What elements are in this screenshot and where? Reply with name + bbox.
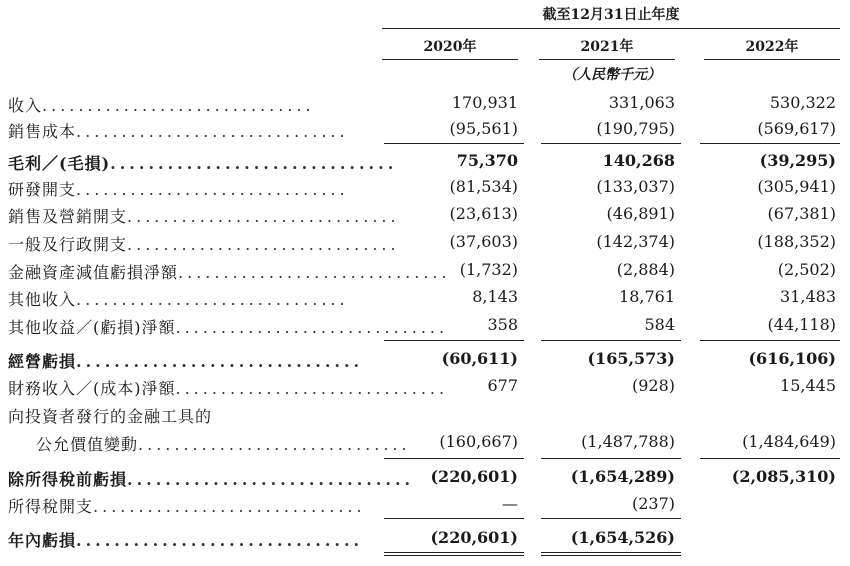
leader-dots: .............................. <box>175 379 449 398</box>
row-label <box>8 119 358 142</box>
total-double-rule <box>384 552 524 556</box>
leader-dots: .............................. <box>178 263 451 282</box>
table-row <box>0 346 850 372</box>
subtotal-rule <box>384 518 524 519</box>
year-header-2022: 2022年 <box>745 39 799 55</box>
value-2020: (23,613) <box>449 204 518 223</box>
leader-dots: .............................. <box>76 290 349 309</box>
value-2021: (928) <box>631 376 675 395</box>
row-label-text: 年內虧損 <box>8 531 77 550</box>
leader-dots: .............................. <box>76 122 349 141</box>
year-header-2021: 2021年 <box>580 39 634 55</box>
value-2020: 170,931 <box>451 93 518 112</box>
value-2020: (160,667) <box>439 432 518 451</box>
value-2022: (616,106) <box>748 349 836 368</box>
row-label <box>8 260 451 283</box>
period-underline <box>382 28 840 29</box>
value-2020: (95,561) <box>449 119 518 138</box>
row-label-text: 研發開支 <box>8 180 77 199</box>
table-row <box>0 429 850 455</box>
leader-dots: .............................. <box>175 318 449 337</box>
value-2021: (190,795) <box>596 119 675 138</box>
value-2021: (1,654,526) <box>570 528 675 547</box>
subtotal-rule <box>700 340 840 341</box>
value-2022: (39,295) <box>759 151 836 170</box>
row-label-text: 銷售及營銷開支 <box>8 207 128 226</box>
table-row <box>0 174 850 200</box>
value-2020: 75,370 <box>456 151 518 170</box>
row-label <box>8 151 398 174</box>
subtotal-rule <box>700 143 840 144</box>
value-2020: (60,611) <box>441 349 518 368</box>
subtotal-rule <box>384 143 524 144</box>
row-label <box>8 349 364 372</box>
row-label-text: 一般及行政開支 <box>8 235 128 254</box>
value-2021: (2,884) <box>616 260 675 279</box>
leader-dots: .............................. <box>76 180 349 199</box>
value-2022: (569,617) <box>757 119 836 138</box>
table-row <box>0 229 850 255</box>
total-double-rule <box>541 552 681 556</box>
value-2022: 31,483 <box>780 287 836 306</box>
row-label <box>8 93 358 116</box>
year-header-2020: 2020年 <box>423 39 477 55</box>
row-label-text: 金融資產減值虧損淨額 <box>8 263 179 282</box>
row-label <box>8 528 364 551</box>
value-2021: 584 <box>644 315 675 334</box>
value-2020: (220,601) <box>430 528 518 547</box>
row-label <box>8 204 400 227</box>
leader-dots: .............................. <box>127 207 400 226</box>
row-label <box>8 177 358 200</box>
table-row <box>0 201 850 227</box>
row-label <box>8 404 358 427</box>
value-2022: 530,322 <box>769 93 836 112</box>
subtotal-rule <box>700 458 840 459</box>
leader-dots: .............................. <box>138 435 411 454</box>
row-label <box>8 494 366 517</box>
row-label-text: 所得稅開支 <box>8 497 94 516</box>
subtotal-rule <box>384 458 524 459</box>
table-row <box>0 284 850 310</box>
subtotal-rule <box>541 340 681 341</box>
value-2022: (305,941) <box>757 177 836 196</box>
leader-dots: .............................. <box>127 470 415 489</box>
row-label-text: 向投資者發行的金融工具的 <box>8 407 213 426</box>
value-2022: (44,118) <box>767 315 836 334</box>
table-row <box>0 401 850 427</box>
value-2021: (1,487,788) <box>581 432 675 451</box>
table-row <box>0 464 850 490</box>
table-row <box>0 525 850 551</box>
subtotal-rule <box>384 340 524 341</box>
leader-dots: .............................. <box>127 235 400 254</box>
subtotal-rule <box>541 458 681 459</box>
row-label <box>8 467 415 490</box>
row-label <box>8 315 449 338</box>
row-label-text: 銷售成本 <box>8 122 77 141</box>
row-label-text: 收入 <box>8 96 43 115</box>
value-2021: 331,063 <box>608 93 675 112</box>
subtotal-rule <box>541 518 681 519</box>
value-2020: — <box>502 494 518 513</box>
row-label <box>8 232 400 255</box>
value-2021: (165,573) <box>587 349 675 368</box>
value-2022: (2,085,310) <box>731 467 836 486</box>
row-label <box>8 376 449 399</box>
leader-dots: .............................. <box>93 497 366 516</box>
row-label-text: 公允價值變動 <box>36 435 139 454</box>
table-row <box>0 90 850 116</box>
currency-unit-label: （人民幣千元） <box>563 67 661 83</box>
value-2020: (1,732) <box>459 260 518 279</box>
value-2020: 8,143 <box>472 287 518 306</box>
table-row <box>0 312 850 338</box>
table-row <box>0 148 850 174</box>
period-heading: 截至12月31日止年度 <box>542 7 680 23</box>
year-underline <box>539 59 675 60</box>
value-2020: (37,603) <box>449 232 518 251</box>
year-underline <box>704 59 840 60</box>
value-2021: (237) <box>631 494 675 513</box>
value-2022: (67,381) <box>767 204 836 223</box>
subtotal-rule <box>541 143 681 144</box>
value-2021: (46,891) <box>606 204 675 223</box>
value-2020: (81,534) <box>449 177 518 196</box>
row-label-text: 除所得稅前虧損 <box>8 470 128 489</box>
value-2022: (2,502) <box>777 260 836 279</box>
value-2021: 18,761 <box>619 287 675 306</box>
value-2021: 140,268 <box>602 151 675 170</box>
value-2022: 15,445 <box>780 376 836 395</box>
leader-dots: .............................. <box>76 352 364 371</box>
row-label <box>8 287 358 310</box>
row-label-text: 其他收益／(虧損)淨額 <box>8 318 176 337</box>
value-2020: 358 <box>487 315 518 334</box>
value-2021: (142,374) <box>596 232 675 251</box>
row-label-text: 其他收入 <box>8 290 77 309</box>
value-2022: (1,484,649) <box>742 432 836 451</box>
table-row <box>0 257 850 283</box>
row-label <box>36 432 411 455</box>
leader-dots: .............................. <box>110 154 398 173</box>
value-2022: (188,352) <box>757 232 836 251</box>
table-row <box>0 491 850 517</box>
leader-dots: .............................. <box>76 531 364 550</box>
value-2020: 677 <box>487 376 518 395</box>
value-2020: (220,601) <box>430 467 518 486</box>
value-2021: (133,037) <box>596 177 675 196</box>
table-row <box>0 373 850 399</box>
leader-dots: .............................. <box>42 96 315 115</box>
row-label-text: 經營虧損 <box>8 352 77 371</box>
row-label-text: 毛利／(毛損) <box>8 154 111 173</box>
year-underline <box>382 59 518 60</box>
value-2021: (1,654,289) <box>570 467 675 486</box>
table-row <box>0 116 850 142</box>
row-label-text: 財務收入／(成本)淨額 <box>8 379 176 398</box>
